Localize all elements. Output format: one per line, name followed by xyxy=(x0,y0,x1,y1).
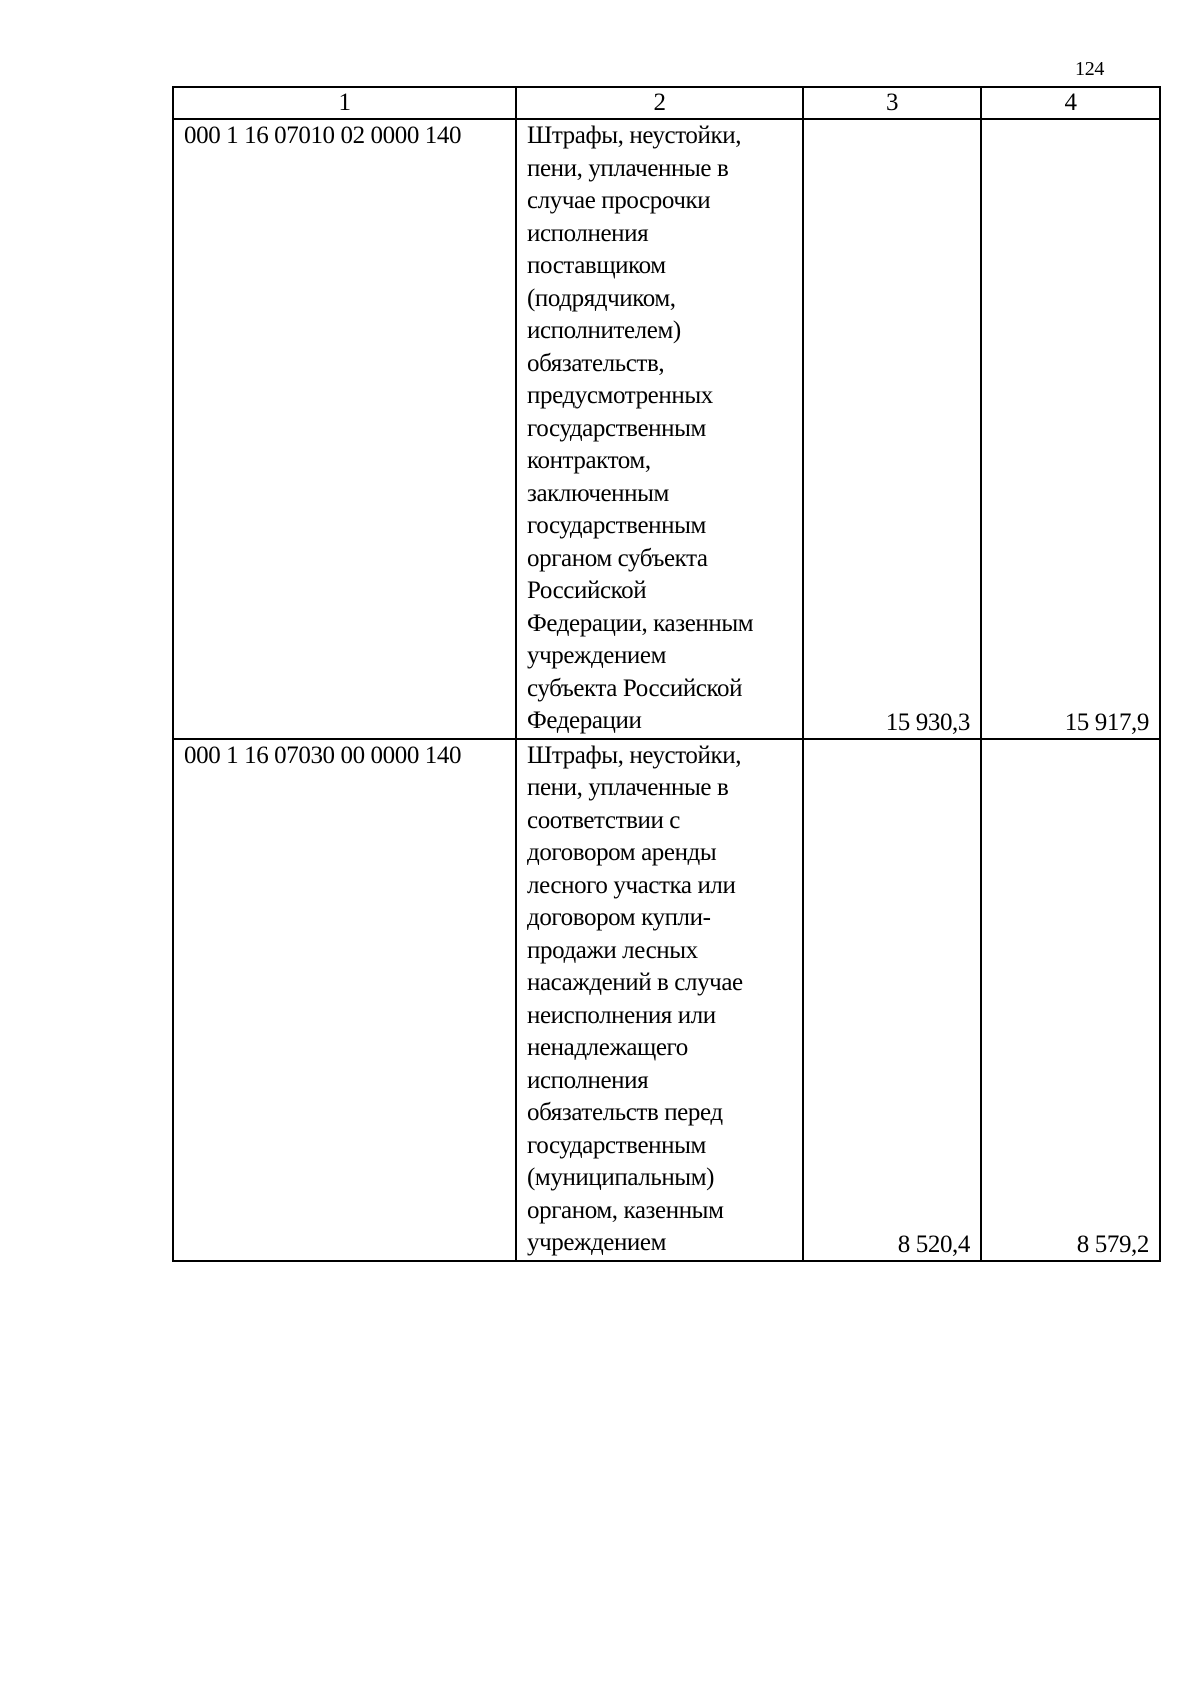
table-header-row xyxy=(173,87,1160,119)
budget-code-cell: 000 1 16 07030 00 0000 140 xyxy=(173,739,516,1261)
amount-col4-cell: 8 579,2 xyxy=(981,739,1160,1261)
amount-col4-cell: 15 917,9 xyxy=(981,119,1160,739)
budget-table xyxy=(172,86,1161,1262)
amount-col3-cell: 15 930,3 xyxy=(803,119,981,739)
column-header-2: 2 xyxy=(516,87,803,119)
column-header-3: 3 xyxy=(803,87,981,119)
column-header-1: 1 xyxy=(173,87,516,119)
income-name-cell: Штрафы, неустойки, пени, уплаченные в случае просрочки исполнения поставщиком (подрядчиком, исполнителем) обязательств, предусмотренных государственным контрактом, заключенным государственным органом субъекта Российской Федерации, казенным учреждением субъекта Российской Федерации xyxy=(516,119,803,739)
income-name-cell: Штрафы, неустойки, пени, уплаченные в соответствии с договором аренды лесного участка или договором купли- продажи лесных насаждений в случае неисполнения или ненадлежащего исполнения обязательств перед государственным (муниципальным) органом, казенным учреждением xyxy=(516,739,803,1261)
table-row xyxy=(173,739,1160,1261)
page-number: 124 xyxy=(1075,58,1105,80)
column-header-4: 4 xyxy=(981,87,1160,119)
budget-code-cell: 000 1 16 07010 02 0000 140 xyxy=(173,119,516,739)
table-row xyxy=(173,119,1160,739)
amount-col3-cell: 8 520,4 xyxy=(803,739,981,1261)
